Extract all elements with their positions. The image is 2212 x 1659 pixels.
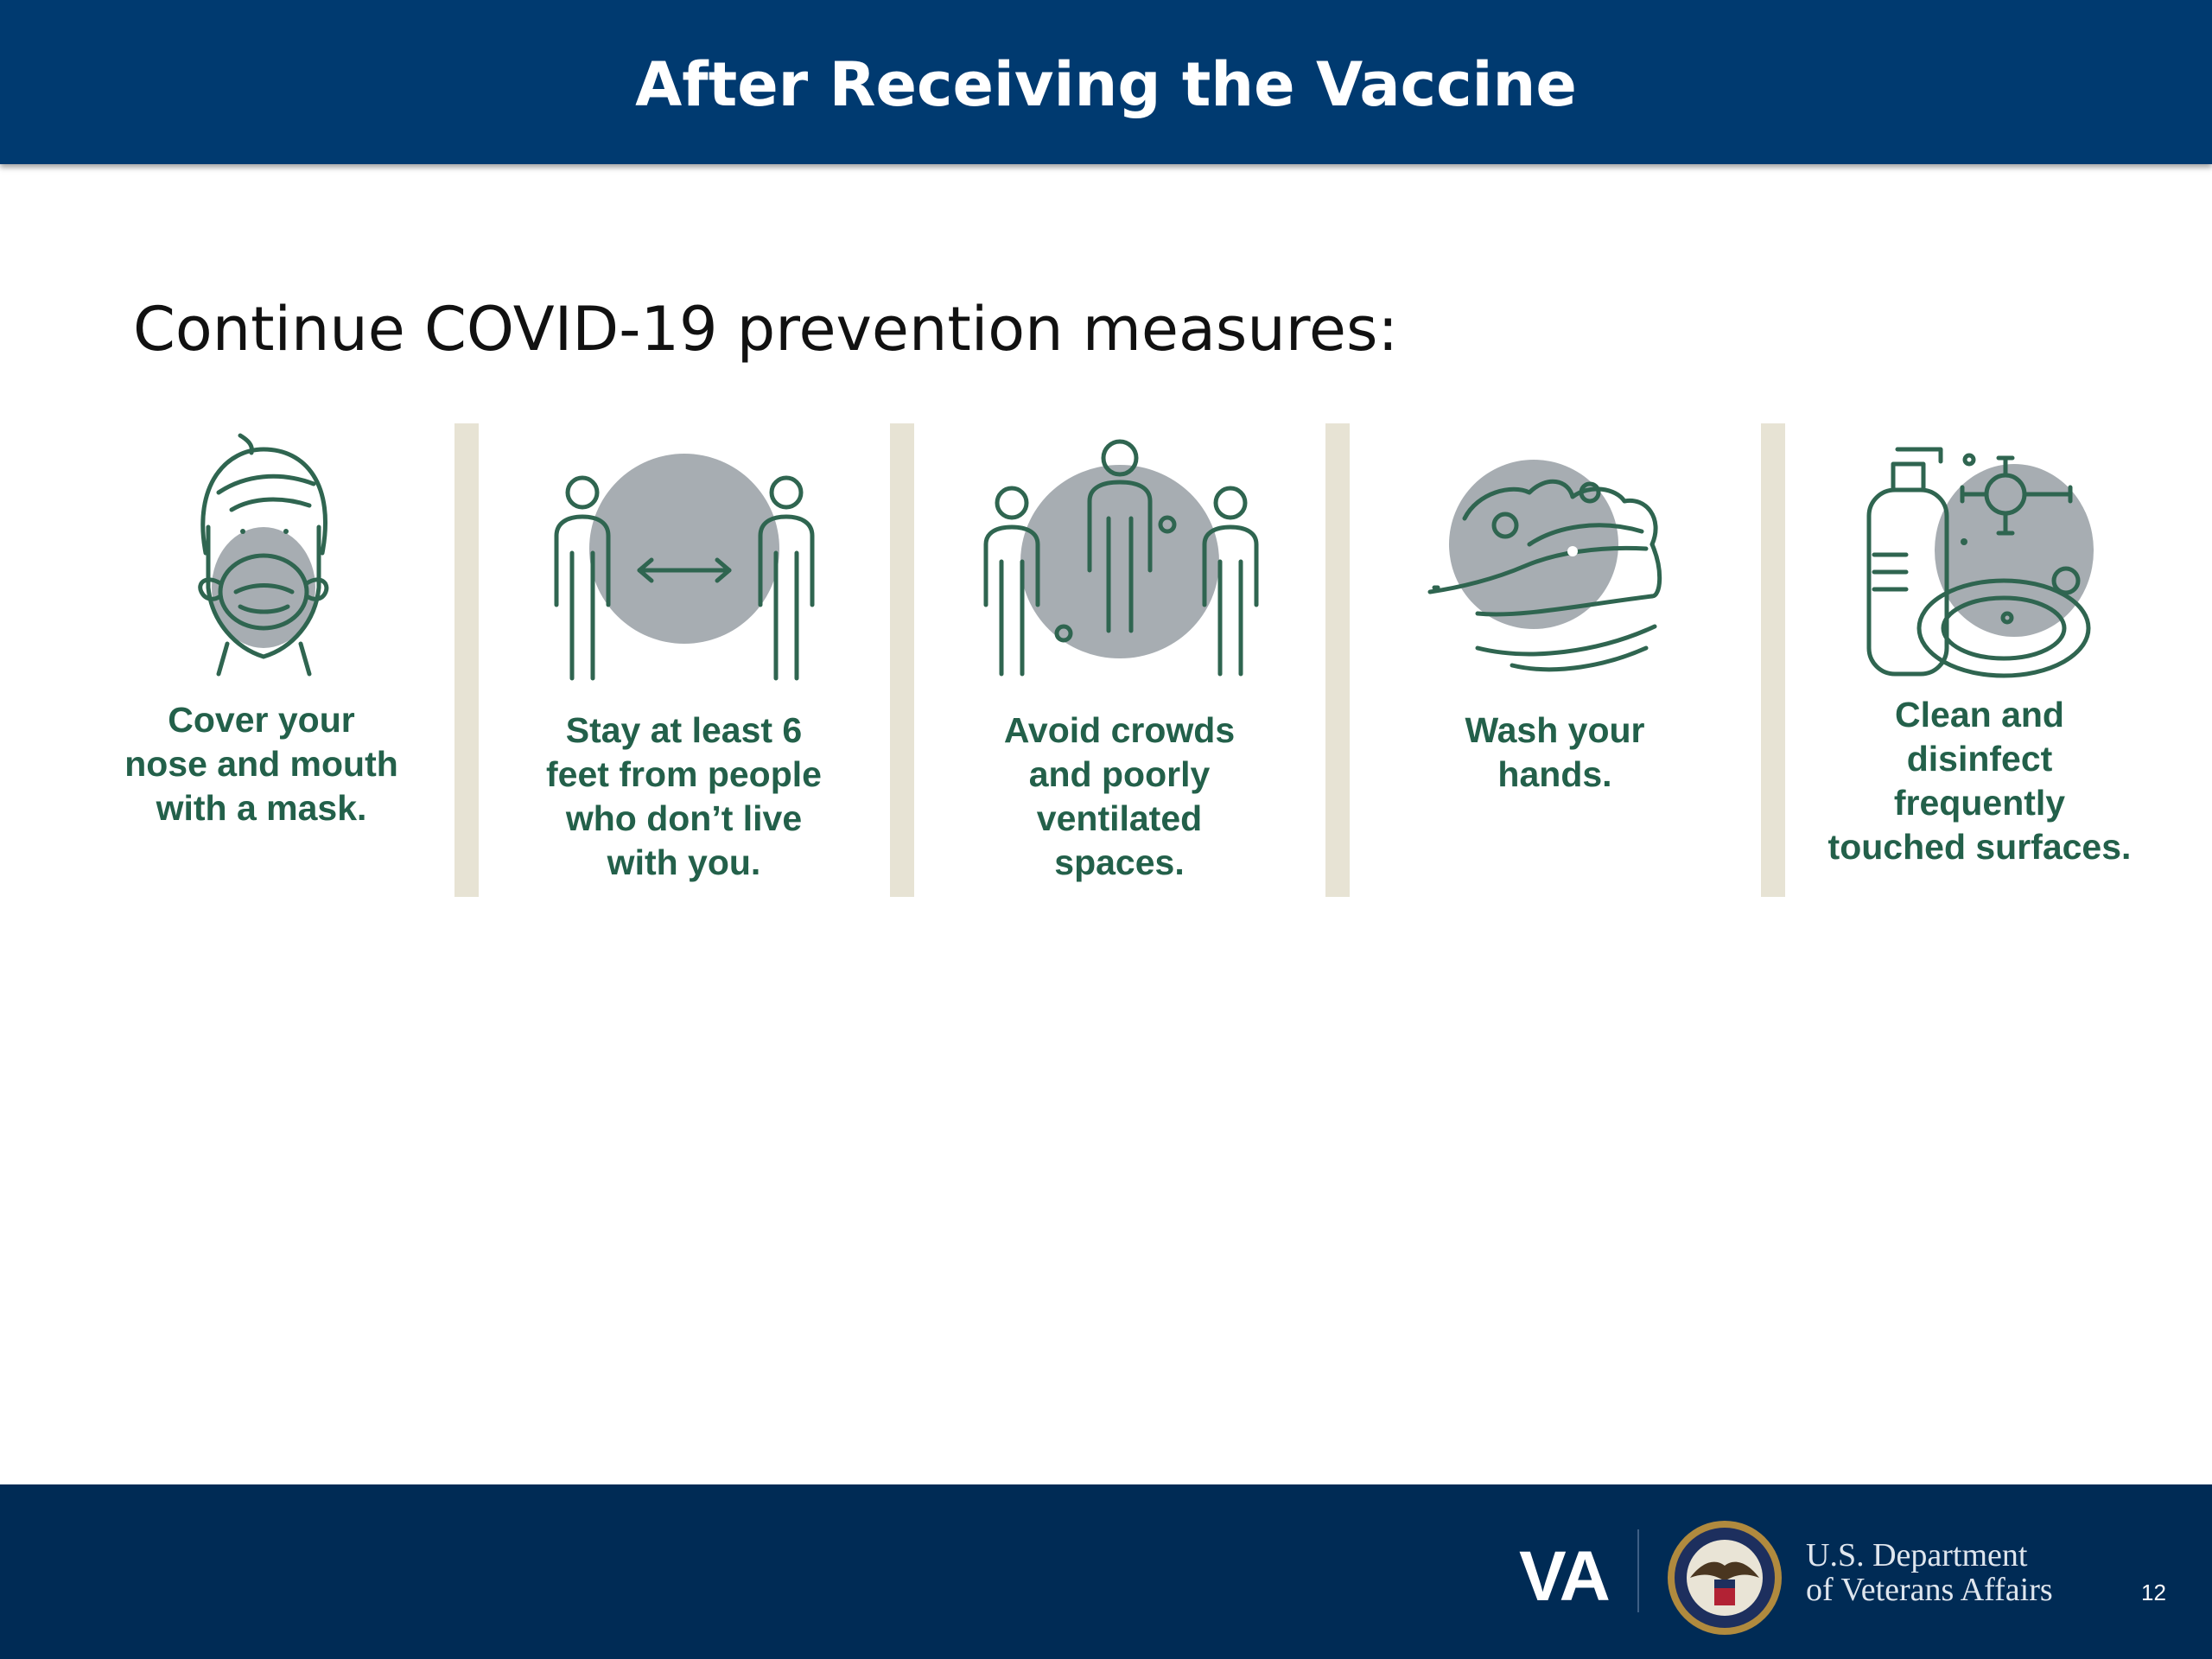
prevention-measures <box>0 423 2212 899</box>
va-logo-text: VA <box>1519 1537 1609 1616</box>
divider <box>1325 423 1350 897</box>
social-distance-icon <box>537 441 831 683</box>
divider <box>1761 423 1785 897</box>
measure-disinfect <box>1785 423 2174 899</box>
page-number: 12 <box>2141 1580 2166 1605</box>
hand-washing-icon <box>1426 449 1685 683</box>
measure-caption: Cover your nose and mouth with a mask. <box>124 700 398 828</box>
measure-crowds <box>914 423 1325 899</box>
divider <box>454 423 479 897</box>
measure-distance <box>479 423 889 899</box>
disinfect-icon <box>1859 442 2101 684</box>
measure-caption: Wash your hands. <box>1465 710 1645 794</box>
slide-title: After Receiving the Vaccine <box>635 49 1577 120</box>
footer-separator <box>1637 1529 1639 1612</box>
measure-caption: Stay at least 6 feet from people who don’t live with you. <box>546 710 822 882</box>
measure-wash-hands <box>1350 423 1760 899</box>
divider <box>890 423 914 897</box>
face-mask-icon <box>167 423 357 683</box>
measure-caption: Clean and disinfect frequently touched surfaces. <box>1827 695 2132 867</box>
va-seal-icon <box>1664 1517 1785 1638</box>
title-bar <box>0 0 2212 164</box>
measure-caption: Avoid crowds and poorly ventilated spaces. <box>1003 710 1236 882</box>
slide-subtitle: Continue COVID-19 prevention measures: <box>133 294 1399 365</box>
department-name: U.S. Department of Veterans Affairs <box>1806 1537 2053 1608</box>
crowd-icon <box>973 423 1267 683</box>
measure-mask <box>86 423 436 899</box>
